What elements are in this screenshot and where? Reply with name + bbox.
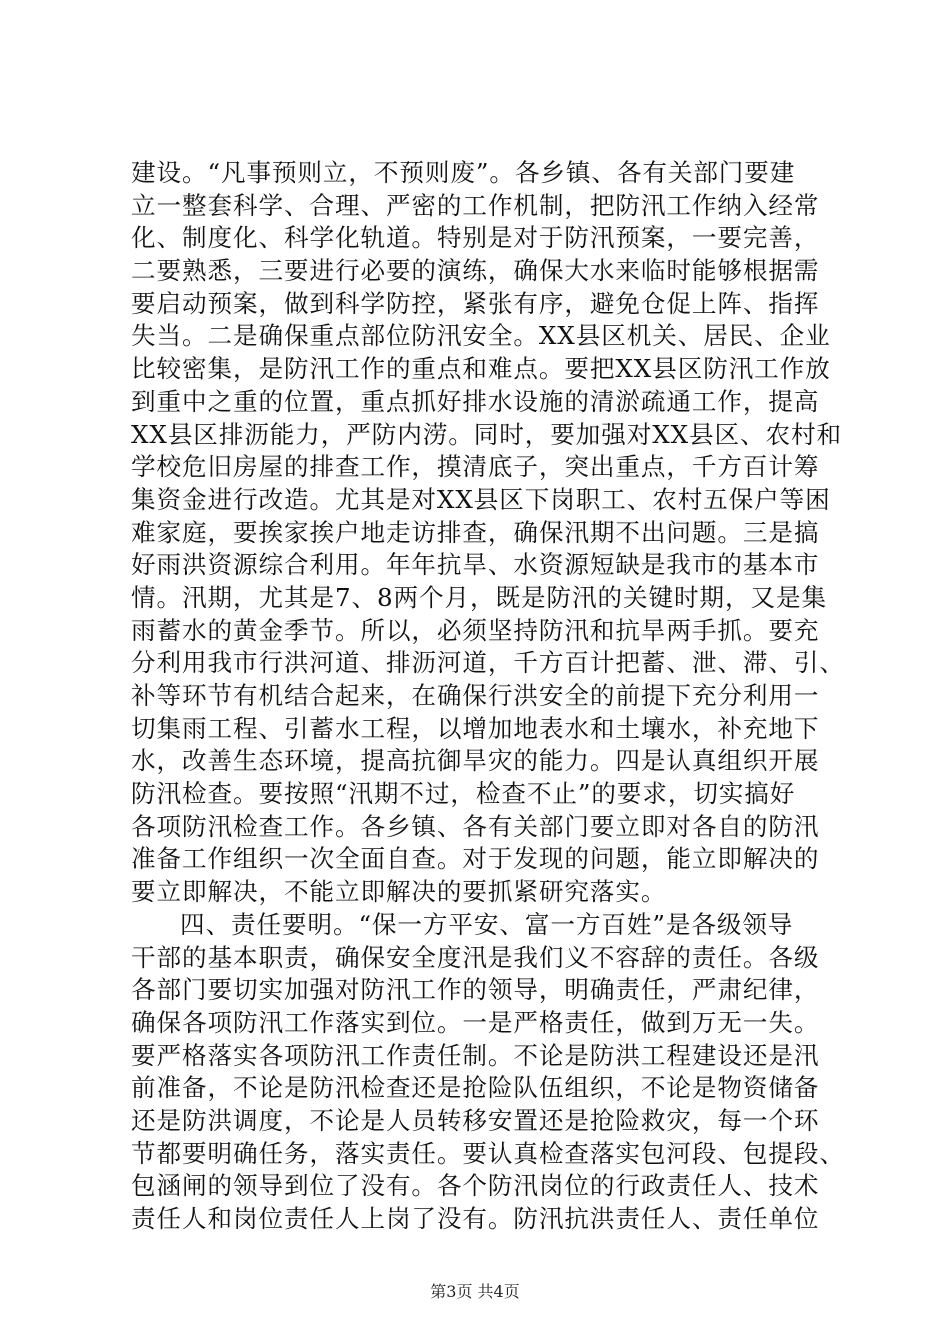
text-line: 干部的基本职责，确保安全度汛是我们义不容辞的责任。各级: [131, 942, 820, 972]
text-line: 建设。“凡事预则立，不预则废”。各乡镇、各有关部门要建: [131, 158, 796, 187]
text-line: 准备工作组织一次全面自查。对于发现的问题，能立即解决的: [131, 844, 820, 874]
text-line: 难家庭，要挨家挨户地走访排查，确保汛期不出问题。三是搞: [131, 517, 820, 547]
text-line: 确保各项防汛工作落实到位。一是严格责任，做到万无一失。: [131, 1007, 820, 1037]
text-line: 要立即解决，不能立即解决的要抓紧研究落实。: [131, 877, 667, 907]
text-line: 要启动预案，做到科学防控，紧张有序，避免仓促上阵、指挥: [131, 288, 820, 318]
text-line: 包涵闸的领导到位了没有。各个防汛岗位的行政责任人、技术: [131, 1171, 820, 1201]
text-line: 立一整套科学、合理、严密的工作机制，把防汛工作纳入经常: [131, 190, 820, 220]
text-line: 切集雨工程、引蓄水工程，以增加地表水和土壤水，补充地下: [131, 713, 820, 743]
text-line: 雨蓄水的黄金季节。所以，必须坚持防汛和抗旱两手抓。要充: [131, 615, 820, 645]
text-line: 水，改善生态环境，提高抗御旱灾的能力。四是认真组织开展: [131, 746, 820, 776]
text-line: 二要熟悉，三要进行必要的演练，确保大水来临时能够根据需: [131, 256, 820, 286]
text-line: 学校危旧房屋的排查工作，摸清底子，突出重点，千方百计筹: [131, 452, 820, 482]
page-number-footer: 第3页 共4页: [430, 1282, 520, 1301]
text-line: 分利用我市行洪河道、排沥河道，千方百计把蓄、泄、滞、引、: [131, 648, 845, 678]
body-text: [131, 157, 845, 1236]
text-line: 集资金进行改造。尤其是对XX县区下岗职工、农村五保户等困: [131, 484, 831, 514]
text-line: XX县区排沥能力，严防内涝。同时，要加强对XX县区、农村和: [131, 419, 842, 449]
text-line: 防汛检查。要按照“汛期不过，检查不止”的要求，切实搞好: [131, 779, 796, 809]
text-line: 补等环节有机结合起来，在确保行洪安全的前提下充分利用一: [131, 681, 820, 710]
text-line: 责任人和岗位责任人上岗了没有。防汛抗洪责任人、责任单位: [131, 1204, 820, 1233]
text-line: 失当。二是确保重点部位防汛安全。XX县区机关、居民、企业: [131, 321, 831, 351]
text-line: 各部门要切实加强对防汛工作的领导，明确责任，严肃纪律，: [131, 975, 820, 1005]
text-line: 到重中之重的位置，重点抓好排水设施的清淤疏通工作，提高: [131, 386, 820, 416]
text-line: 节都要明确任务，落实责任。要认真检查落实包河段、包提段、: [131, 1138, 845, 1168]
text-line: 化、制度化、科学化轨道。特别是对于防汛预案，一要完善，: [131, 223, 820, 253]
text-line: 各项防汛检查工作。各乡镇、各有关部门要立即对各自的防汛: [131, 811, 820, 841]
text-line: 要严格落实各项防汛工作责任制。不论是防洪工程建设还是汛: [131, 1040, 820, 1070]
paragraph-start-line: 四、责任要明。“保一方平安、富一方百姓”是各级领导: [180, 909, 794, 939]
text-line: 还是防洪调度，不论是人员转移安置还是抢险救灾，每一个环: [131, 1105, 820, 1135]
text-line: 前准备，不论是防汛检查还是抢险队伍组织，不论是物资储备: [131, 1073, 820, 1103]
text-line: 情。汛期，尤其是7、8两个月，既是防汛的关键时期，又是集: [131, 582, 827, 612]
text-line: 比较密集，是防汛工作的重点和难点。要把XX县区防汛工作放: [131, 354, 831, 384]
text-line: 好雨洪资源综合利用。年年抗旱、水资源短缺是我市的基本市: [131, 550, 820, 580]
